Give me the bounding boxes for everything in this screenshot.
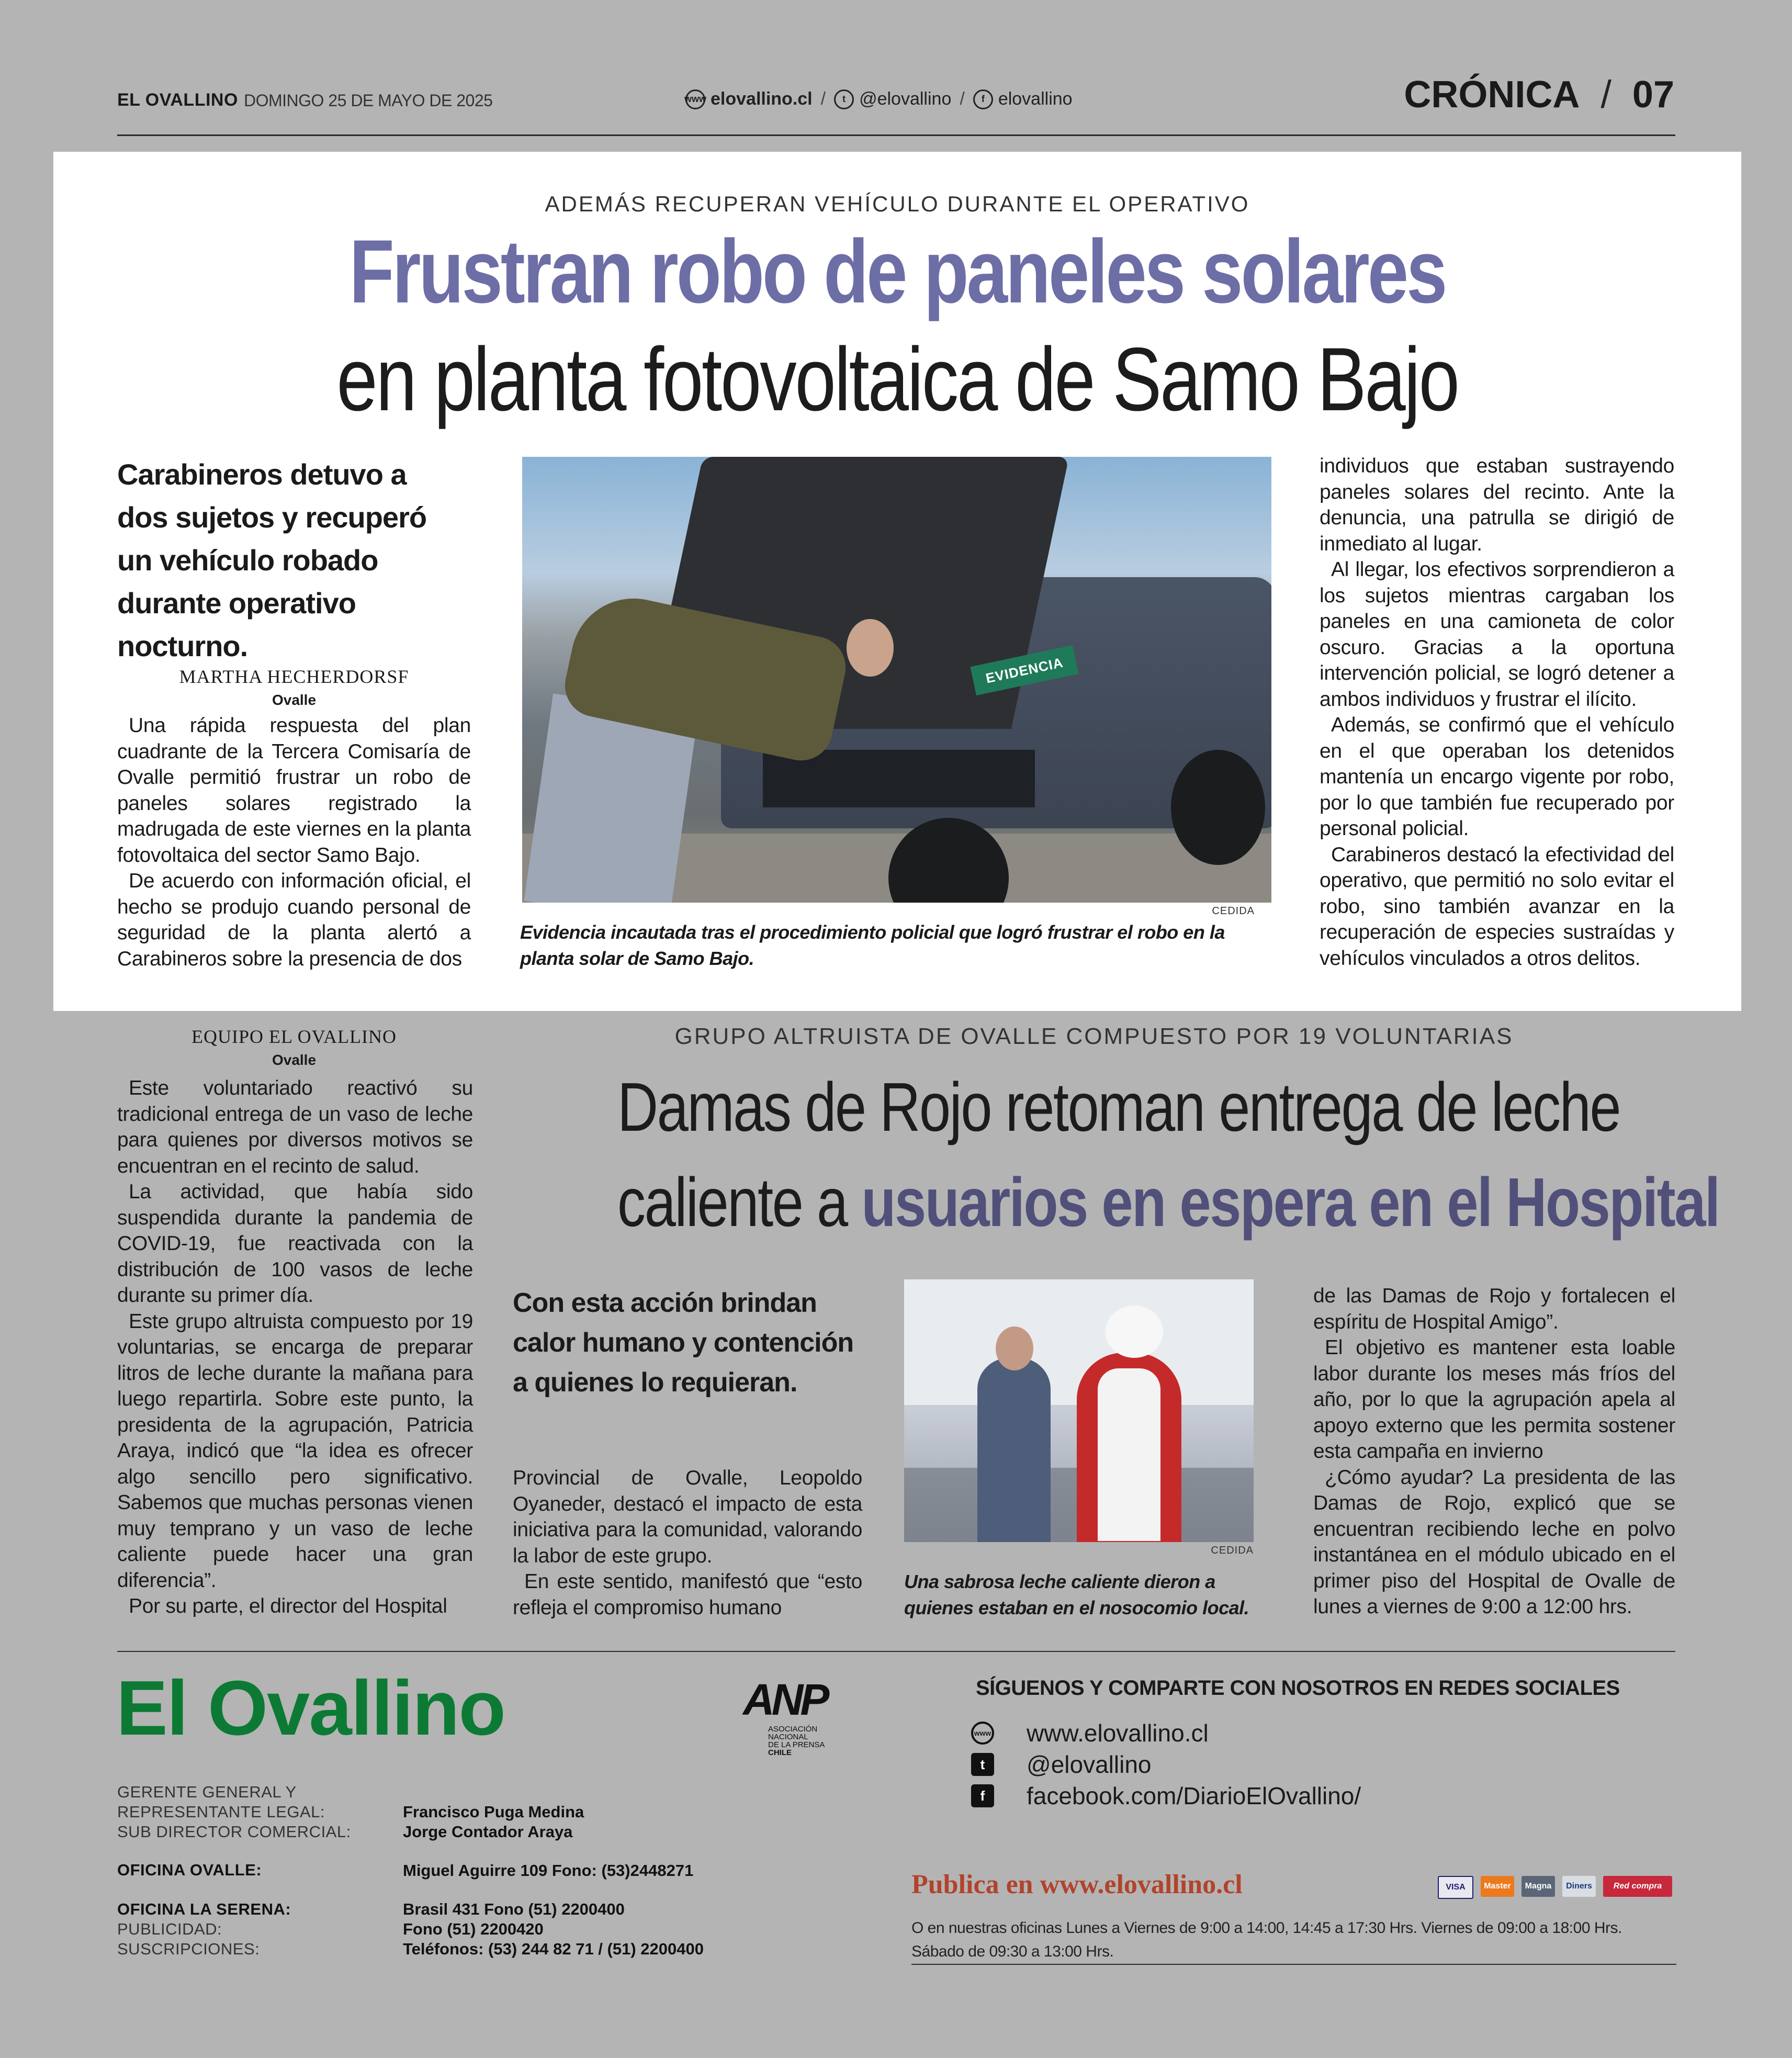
- paragraph: Por su parte, el director del Hospital: [129, 1595, 447, 1617]
- footer-rule: [117, 1651, 1675, 1652]
- staff-values: Francisco Puga Medina Jorge Contador Araya: [403, 1803, 584, 1841]
- article-2-byline: EQUIPO EL OVALLINO: [191, 1026, 397, 1047]
- article-2-col-4: [1313, 1283, 1675, 1620]
- paragraph: individuos que estaban sustrayendo paneles solares del recinto. Ante la denuncia, una patrulla se dirigió de inmediato al lugar.: [1320, 455, 1674, 555]
- section-slash: /: [1601, 73, 1611, 116]
- article-2-headline-1: Damas de Rojo retoman entrega de leche: [617, 1069, 1620, 1145]
- diners-card-icon: Diners: [1562, 1876, 1596, 1897]
- publica-link[interactable]: Publica en www.elovallino.cl: [911, 1870, 1243, 1899]
- masthead-separator: /: [820, 89, 826, 109]
- headline-plain: caliente a: [617, 1164, 862, 1241]
- paragraph: Este voluntariado reactivó su tradicional entrega de un vaso de leche para quienes por diversos motivos se encuentran en el recinto de salud.: [117, 1077, 473, 1177]
- headline-highlight: usuarios en espera en el Hospital: [861, 1164, 1719, 1241]
- payment-cards: [1438, 1876, 1672, 1899]
- paragraph: Además, se confirmó que el vehículo en el que operaban los detenidos mantenía un encargo vigente por robo, por lo que también fue recuperado por personal policial.: [1320, 714, 1674, 840]
- article-1-headline-2: en planta fotovoltaica de Samo Bajo: [336, 329, 1458, 430]
- section-name: CRÓNICA: [1404, 73, 1580, 116]
- masthead-separator: /: [960, 89, 965, 109]
- social-facebook[interactable]: f facebook.com/DiarioElOvallino/: [971, 1780, 1361, 1812]
- article-2-caption: Una sabrosa leche caliente dieron a quienes estaban en el nosocomio local.: [904, 1571, 1249, 1618]
- staff-labels: GERENTE GENERAL Y REPRESENTANTE LEGAL: SUB DIRECTOR COMERCIAL:: [117, 1783, 351, 1841]
- article-1-kicker: ADEMÁS RECUPERAN VEHÍCULO DURANTE EL OPERATIVO: [545, 192, 1250, 216]
- paragraph: ¿Cómo ayudar? La presidenta de las Damas de Rojo, explicó que se encuentran recibiendo leche en polvo instantánea en el módulo ubicado en el primer piso del Hospital de Ovalle de lunes a viernes de 9:00 a 12:00 hrs.: [1313, 1466, 1675, 1618]
- social-twitter[interactable]: t @elovallino: [971, 1749, 1361, 1780]
- article-2-lead: Con esta acción brindan calor humano y contención a quienes lo requieran.: [513, 1288, 854, 1398]
- twitter-icon: t: [834, 89, 854, 109]
- issue-date: DOMINGO 25 DE MAYO DE 2025: [244, 91, 493, 110]
- serena-labels: OFICINA LA SERENA: PUBLICIDAD: SUSCRIPCIONES:: [117, 1900, 291, 1958]
- article-1-col-1: [117, 713, 471, 972]
- paragraph: En este sentido, manifestó que “esto refleja el compromiso humano: [513, 1570, 862, 1619]
- evidence-sign: EVIDENCIA: [970, 645, 1078, 695]
- www-icon: www: [685, 89, 705, 109]
- paragraph: De acuerdo con información oficial, el hecho se produjo cuando personal de seguridad de la planta alertó a Carabineros sobre la presencia de dos: [117, 870, 471, 970]
- article-2-headline-2: [617, 1163, 1719, 1242]
- visa-card-icon: VISA: [1438, 1876, 1473, 1899]
- article-2-col-1: [117, 1075, 473, 1620]
- article-1-photo: [522, 457, 1271, 903]
- section-header: [1404, 72, 1674, 117]
- article-1-photo-credit: CEDIDA: [1212, 905, 1255, 917]
- article-1-col-3: [1320, 453, 1674, 971]
- twitter-icon: t: [971, 1753, 994, 1776]
- mastercard-icon: Master: [1481, 1876, 1514, 1897]
- social-website[interactable]: www www.elovallino.cl: [971, 1717, 1361, 1749]
- follow-title: SÍGUENOS Y COMPARTE CON NOSOTROS EN REDES SOCIALES: [976, 1677, 1620, 1700]
- article-1-city: Ovalle: [272, 692, 317, 708]
- paragraph: Una rápida respuesta del plan cuadrante de la Tercera Comisaría de Ovalle permitió frustrar un robo de paneles solares registrado la madrugada de este viernes en la planta fotovoltaica del sector Samo Bajo.: [117, 714, 471, 867]
- article-2-kicker: GRUPO ALTRUISTA DE OVALLE COMPUESTO POR 19 VOLUNTARIAS: [674, 1024, 1514, 1049]
- paragraph: Al llegar, los efectivos sorprendieron a los sujetos mientras cargaban los paneles en una camioneta de color oscuro. Gracias a la oportuna intervención policial, se logró detener a ambos individuos y frustrar el ilícito.: [1320, 558, 1674, 711]
- article-1-caption: Evidencia incautada tras el procedimiento policial que logró frustrar el robo en la planta solar de Samo Bajo.: [520, 921, 1225, 969]
- masthead-social: [685, 89, 1073, 109]
- footer-logo: El Ovallino: [116, 1665, 505, 1751]
- office-hours: O en nuestras oficinas Lunes a Viernes de 9:00 a 14:00, 14:45 a 17:30 Hrs. Viernes de 09:00 a 18:00 Hrs. Sábado de 09:30 a 13:00 Hrs.: [911, 1919, 1622, 1960]
- social-list: [971, 1717, 1361, 1812]
- facebook-icon: f: [973, 89, 993, 109]
- masthead-twitter[interactable]: @elovallino: [859, 89, 952, 109]
- paragraph: de las Damas de Rojo y fortalecen el espíritu de Hospital Amigo”.: [1313, 1285, 1675, 1333]
- masthead-rule: [117, 134, 1675, 136]
- paragraph: El objetivo es mantener esta loable labor durante los meses más fríos del año, por lo que la agrupación apela al apoyo externo que les permita sostener esta campaña en invierno: [1313, 1336, 1675, 1463]
- article-2-city: Ovalle: [272, 1052, 317, 1068]
- paper-name: EL OVALLINO: [117, 90, 238, 110]
- article-2-photo-credit: CEDIDA: [1211, 1545, 1254, 1556]
- article-2-photo: [904, 1279, 1254, 1542]
- article-1-lead: Carabineros detuvo a dos sujetos y recuperó un vehículo robado durante operativo nocturno.: [117, 458, 427, 662]
- paragraph: Carabineros destacó la efectividad del operativo, que permitió no solo evitar el robo, sino también avanzar en la recuperación de especies sustraídas y vehículos vinculados a otros delitos.: [1320, 843, 1674, 970]
- serena-values: Brasil 431 Fono (51) 2200400 Fono (51) 2200420 Teléfonos: (53) 244 82 71 / (51) 2200400: [403, 1900, 704, 1958]
- article-1-byline: MARTHA HECHERDORSF: [179, 666, 409, 687]
- paragraph: La actividad, que había sido suspendida durante la pandemia de COVID-19, fue reactivada con la distribución de 100 vasos de leche durante su primer día.: [117, 1180, 473, 1307]
- article-1-headline-1: Frustran robo de paneles solares: [349, 221, 1446, 322]
- www-icon: www: [971, 1722, 994, 1745]
- magna-card-icon: Magna: [1521, 1876, 1555, 1897]
- anp-subtitle: ASOCIACIÓN NACIONAL DE LA PRENSA CHILE: [768, 1725, 825, 1757]
- ovalle-office-value: Miguel Aguirre 109 Fono: (53)2448271: [403, 1861, 694, 1880]
- masthead-website[interactable]: elovallino.cl: [711, 89, 813, 109]
- paragraph: Provincial de Ovalle, Leopoldo Oyaneder, destacó el impacto de esta iniciativa para la comunidad, valorando la labor de este grupo.: [513, 1467, 862, 1567]
- ovalle-office-label: OFICINA OVALLE:: [117, 1861, 262, 1879]
- page-number: 07: [1632, 73, 1674, 116]
- office-hours-rule: [911, 1964, 1676, 1965]
- article-2-col-2: [513, 1465, 862, 1621]
- anp-mark: ANP: [743, 1675, 827, 1724]
- paragraph: Este grupo altruista compuesto por 19 voluntarias, se encarga de preparar litros de leche durante la mañana para luego repartirla. Sobre este punto, la presidenta de la agrupación, Patricia Araya, indicó que “la idea es ofrecer algo sencillo pero significativo. Sabemos que muchas personas vienen muy temprano y un vaso de leche caliente puede hacer una gran diferencia”.: [117, 1310, 473, 1592]
- facebook-icon: f: [971, 1784, 994, 1807]
- redcompra-icon: Red compra: [1603, 1876, 1672, 1897]
- anp-logo: [743, 1674, 842, 1763]
- masthead-facebook[interactable]: elovallino: [998, 89, 1073, 109]
